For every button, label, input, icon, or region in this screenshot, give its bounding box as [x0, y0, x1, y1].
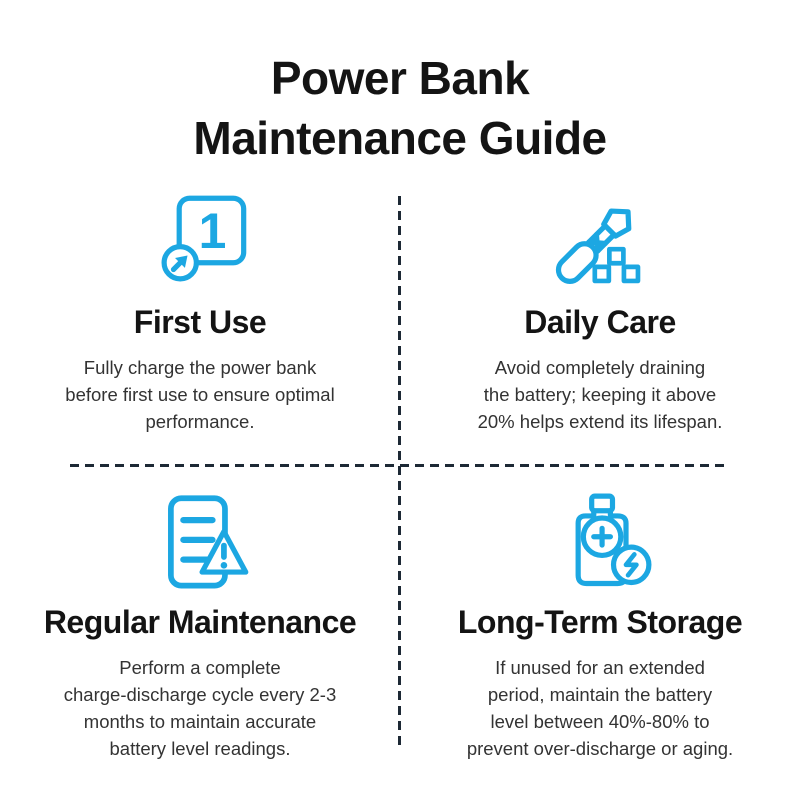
body-line: months to maintain accurate: [83, 711, 317, 732]
body-line: the battery; keeping it above: [483, 384, 717, 405]
body-line: Avoid completely draining: [494, 357, 706, 378]
section-long-term-storage: [400, 465, 800, 800]
document-warning-icon: [148, 492, 252, 596]
body-line: Fully charge the power bank: [83, 357, 317, 378]
section-regular-maintenance: [0, 465, 400, 800]
body-line: If unused for an extended: [495, 657, 705, 678]
number-one-badge-icon: [148, 192, 252, 296]
page-title-line-1: Power Bank: [270, 52, 530, 104]
body-line: charge-discharge cycle every 2-3: [63, 684, 337, 705]
body-line: performance.: [145, 411, 255, 432]
screwdriver-icon: [548, 192, 652, 296]
section-daily-care: [400, 192, 800, 464]
body-line: prevent over-discharge or aging.: [466, 738, 734, 759]
section-body: [478, 354, 723, 435]
section-body: [65, 354, 334, 435]
battery-charging-icon: [548, 492, 652, 596]
section-body: [64, 654, 337, 762]
section-first-use: [0, 192, 400, 464]
svg-text:1: 1: [198, 203, 227, 260]
body-line: before first use to ensure optimal: [65, 384, 335, 405]
section-heading: First Use: [133, 304, 267, 340]
body-line: battery level readings.: [109, 738, 291, 759]
section-heading: Long-Term Storage: [457, 604, 743, 640]
section-heading: Daily Care: [524, 304, 676, 340]
body-line: 20% helps extend its lifespan.: [477, 411, 723, 432]
page-title-line-2: Maintenance Guide: [193, 112, 607, 164]
page-title: [0, 48, 800, 168]
body-line: Perform a complete: [119, 657, 281, 678]
body-line: period, maintain the battery: [487, 684, 713, 705]
section-heading: Regular Maintenance: [43, 604, 357, 640]
section-body: [467, 654, 733, 762]
body-line: level between 40%-80% to: [490, 711, 710, 732]
